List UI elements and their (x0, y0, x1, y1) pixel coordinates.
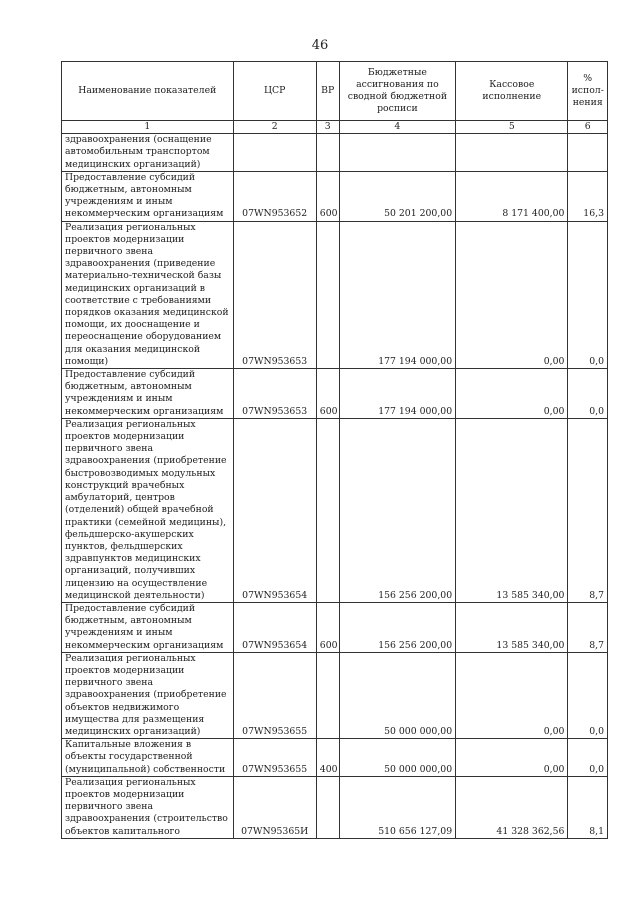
column-number: 2 (233, 121, 316, 134)
row-csr: 07WN953654 (233, 602, 316, 652)
row-percent: 8,7 (568, 418, 608, 602)
row-cash: 13 585 340,00 (456, 602, 568, 652)
row-vr: 600 (316, 602, 339, 652)
row-csr: 07WN953653 (233, 221, 316, 368)
page-number: 46 (311, 38, 329, 53)
row-vr (316, 221, 339, 368)
header-csr: ЦСР (233, 62, 316, 121)
table-row (62, 776, 608, 838)
row-vr: 600 (316, 369, 339, 419)
row-budget: 177 194 000,00 (339, 221, 455, 368)
row-vr: 400 (316, 739, 339, 777)
row-csr (233, 134, 316, 172)
row-vr (316, 418, 339, 602)
row-csr: 07WN953652 (233, 171, 316, 221)
row-name: Реализация региональных проектов модернизации первичного звена здравоохранения (приобретение быстровозводимых модульных конструкций врачебных амбулаторий, центров (отделений) общей врачебной практики (семейной медицины), фельдшерско-акушерских пунктов, фельдшерских здравпунктов медицинских организаций, получивших лицензию на осуществление медицинской деятельности) (62, 418, 234, 602)
row-csr: 07WN95365И (233, 776, 316, 838)
column-number: 1 (62, 121, 234, 134)
table-row (62, 652, 608, 738)
table-row (62, 221, 608, 368)
row-budget: 50 000 000,00 (339, 652, 455, 738)
row-cash: 8 171 400,00 (456, 171, 568, 221)
table-row (62, 171, 608, 221)
row-percent (568, 134, 608, 172)
header-vr: ВР (316, 62, 339, 121)
column-number: 6 (568, 121, 608, 134)
row-cash: 0,00 (456, 652, 568, 738)
row-name: Предоставление субсидий бюджетным, автономным учреждениям и иным некоммерческим организациям (62, 171, 234, 221)
row-name: Реализация региональных проектов модернизации первичного звена здравоохранения (строительство объектов капитального (62, 776, 234, 838)
row-csr: 07WN953654 (233, 418, 316, 602)
budget-execution-table (61, 61, 608, 839)
row-budget (339, 134, 455, 172)
row-budget: 50 000 000,00 (339, 739, 455, 777)
row-cash: 0,00 (456, 221, 568, 368)
column-number: 3 (316, 121, 339, 134)
row-percent: 0,0 (568, 369, 608, 419)
row-vr: 600 (316, 171, 339, 221)
header-name: Наименование показателей (62, 62, 234, 121)
row-budget: 50 201 200,00 (339, 171, 455, 221)
table-row (62, 418, 608, 602)
row-cash (456, 134, 568, 172)
row-cash: 41 328 362,56 (456, 776, 568, 838)
row-name: Предоставление субсидий бюджетным, автономным учреждениям и иным некоммерческим организациям (62, 602, 234, 652)
row-name: Предоставление субсидий бюджетным, автономным учреждениям и иным некоммерческим организациям (62, 369, 234, 419)
column-number-row (62, 121, 608, 134)
row-cash: 13 585 340,00 (456, 418, 568, 602)
table-row (62, 739, 608, 777)
row-budget: 510 656 127,09 (339, 776, 455, 838)
header-cash: Кассовое исполнение (456, 62, 568, 121)
row-csr: 07WN953653 (233, 369, 316, 419)
row-percent: 16,3 (568, 171, 608, 221)
row-csr: 07WN953655 (233, 739, 316, 777)
row-vr (316, 652, 339, 738)
row-cash: 0,00 (456, 369, 568, 419)
row-budget: 156 256 200,00 (339, 602, 455, 652)
header-budget: Бюджетные ассигнования по сводной бюджетной росписи (339, 62, 455, 121)
header-percent: % испол-нения (568, 62, 608, 121)
table-row (62, 369, 608, 419)
table-row (62, 602, 608, 652)
row-percent: 0,0 (568, 739, 608, 777)
table-header-row (62, 62, 608, 121)
row-percent: 8,1 (568, 776, 608, 838)
row-name: Капитальные вложения в объекты государственной (муниципальной) собственности (62, 739, 234, 777)
row-vr (316, 776, 339, 838)
row-vr (316, 134, 339, 172)
row-csr: 07WN953655 (233, 652, 316, 738)
table-row (62, 134, 608, 172)
row-budget: 177 194 000,00 (339, 369, 455, 419)
row-name: Реализация региональных проектов модернизации первичного звена здравоохранения (приведение материально-технической базы медицинских организаций в соответствие с требованиями порядков оказания медицинской помощи, их дооснащение и переоснащение оборудованием для оказания медицинской помощи) (62, 221, 234, 368)
row-budget: 156 256 200,00 (339, 418, 455, 602)
row-percent: 0,0 (568, 652, 608, 738)
row-cash: 0,00 (456, 739, 568, 777)
row-name: здравоохранения (оснащение автомобильным транспортом медицинских организаций) (62, 134, 234, 172)
column-number: 4 (339, 121, 455, 134)
row-percent: 8,7 (568, 602, 608, 652)
column-number: 5 (456, 121, 568, 134)
row-name: Реализация региональных проектов модернизации первичного звена здравоохранения (приобретение объектов недвижимого имущества для размещения медицинских организаций) (62, 652, 234, 738)
row-percent: 0,0 (568, 221, 608, 368)
